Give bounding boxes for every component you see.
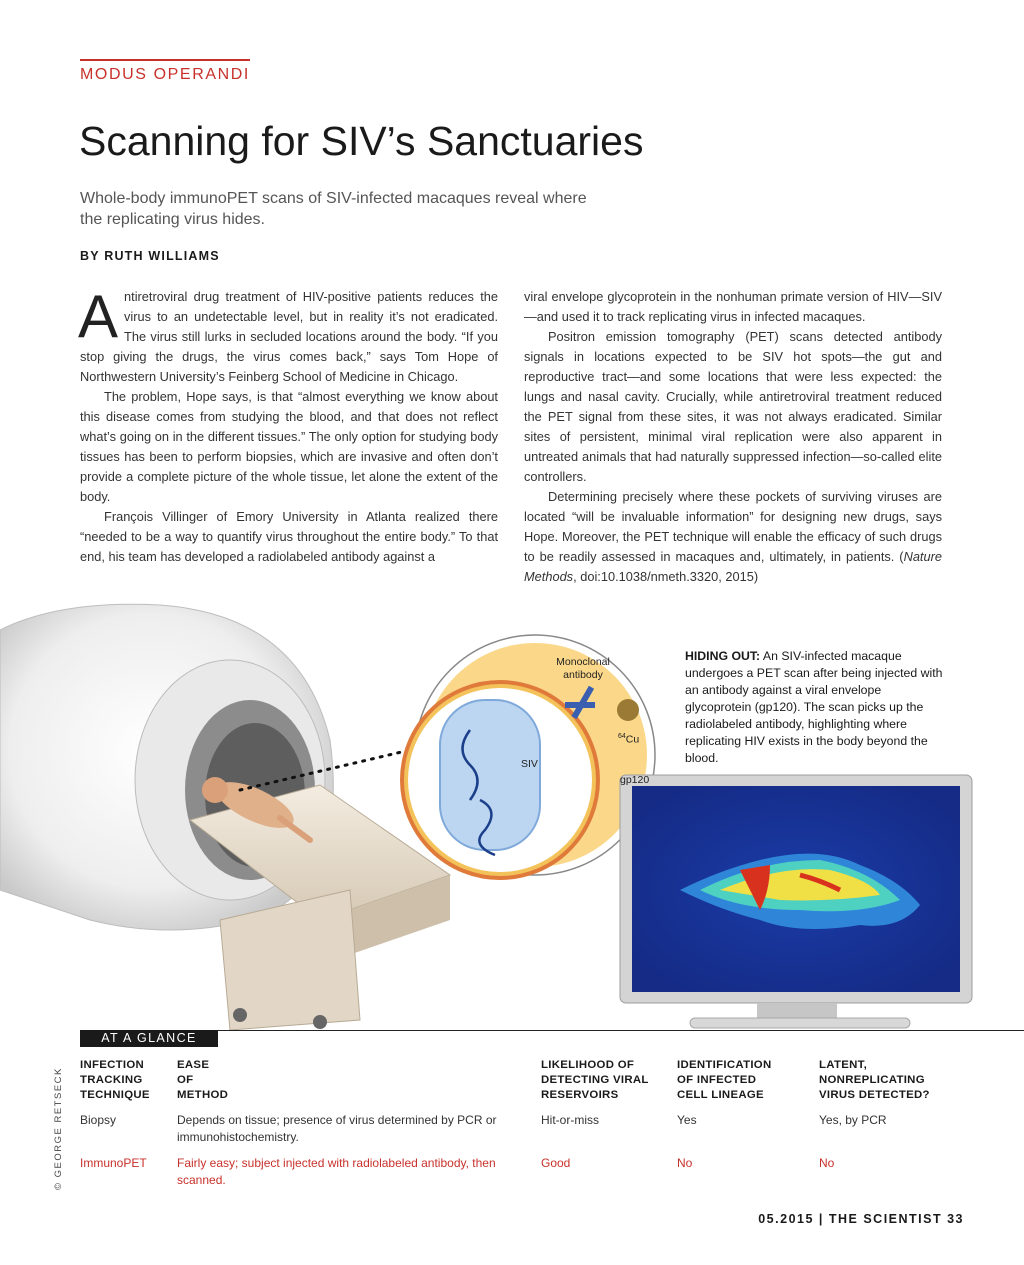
table-cell: No	[677, 1156, 693, 1170]
table-header	[80, 1058, 150, 1103]
table-cell: Good	[541, 1156, 571, 1170]
isotope-number: 64	[618, 733, 626, 740]
body-paragraph: François Villinger of Emory University in Atlanta realized there “needed to be a way to quantify virus throughout the entire body.” To that end, his team has developed a radiolabeled antibody against a	[80, 509, 498, 564]
header-line: DETECTING VIRAL	[541, 1074, 649, 1086]
caption-text: An SIV-infected macaque undergoes a PET scan after being injected with an antibody against a viral envelope glycoprotein (gp120). The scan picks up the radiolabeled antibody, highlighting where replicating HIV exists in the body beyond the blood.	[685, 649, 943, 765]
table-header	[677, 1058, 771, 1103]
photo-credit: © GEORGE RETSECK	[53, 1067, 64, 1190]
paragraph-text: ntiretroviral drug treatment of HIV-positive patients reduces the virus to an undetectable level, but in reality it’s not eradicated. The virus still lurks in secluded locations around the body. “If you stop giving the drugs, the virus comes back,” says Tom Hope of Northwestern University’s Feinberg School of Medicine in Chicago.	[80, 289, 498, 384]
glance-tab: AT A GLANCE	[80, 1030, 218, 1047]
table-cell: Biopsy	[80, 1113, 117, 1127]
table-cell: Fairly easy; subject injected with radiolabeled antibody, then scanned.	[177, 1156, 496, 1187]
pet-scan-monitor	[620, 775, 972, 1028]
antibody-label-line1: Monoclonal	[556, 656, 610, 668]
header-line: IDENTIFICATION	[677, 1059, 772, 1071]
header-line: TRACKING	[80, 1074, 143, 1086]
header-line: LATENT,	[819, 1059, 868, 1071]
body-paragraph: viral envelope glycoprotein in the nonhuman primate version of HIV—SIV—and used it to track replicating virus in infected macaques.	[524, 289, 942, 324]
antibody-label-line2: antibody	[563, 669, 603, 681]
table-cell: Yes, by PCR	[819, 1113, 887, 1127]
header-line: RESERVOIRS	[541, 1089, 619, 1101]
header-line: VIRUS DETECTED?	[819, 1089, 930, 1101]
page-folio: 05.2015 | THE SCIENTIST 33	[758, 1212, 964, 1226]
table-cell: Depends on tissue; presence of virus determined by PCR or immunohistochemistry.	[177, 1113, 497, 1144]
section-label: MODUS OPERANDI	[80, 66, 250, 83]
header-line: OF	[177, 1074, 194, 1086]
article-dek: Whole-body immunoPET scans of SIV-infected macaques reveal where the replicating virus hides.	[80, 190, 587, 228]
table-cell: Hit-or-miss	[541, 1113, 599, 1127]
header-line: LIKELIHOOD OF	[541, 1059, 635, 1071]
body-column-right	[524, 287, 942, 587]
header-line: EASE	[177, 1059, 210, 1071]
section-rule	[80, 59, 250, 61]
journal-name: Nature Methods	[524, 549, 942, 584]
paragraph-text: Determining precisely where these pockets of surviving viruses are located “will be invaluable information” for designing new drugs, says Hope. Moreover, the PET technique will enable the efficacy of such drugs to be readily assessed in macaques and, ultimately, in patients. (	[524, 489, 942, 564]
glance-rule	[80, 1030, 1024, 1031]
caption-lead: HIDING OUT:	[685, 649, 761, 663]
header-line: TECHNIQUE	[80, 1089, 150, 1101]
citation-ref: , doi:10.1038/nmeth.3320, 2015)	[573, 569, 759, 584]
header-line: OF INFECTED	[677, 1074, 757, 1086]
table-header	[177, 1058, 228, 1103]
copper-label	[618, 733, 639, 746]
figure-caption	[685, 648, 947, 767]
table-cell: ImmunoPET	[80, 1156, 147, 1170]
body-paragraph	[524, 487, 942, 587]
body-column-left	[78, 283, 498, 567]
table-header	[541, 1058, 649, 1103]
element-symbol: Cu	[625, 733, 640, 746]
body-paragraph: The problem, Hope says, is that “almost everything we know about this disease comes from studying the blood, and that does not reflect what’s going on in the different tissues.” The only option for studying body tissues has been to perform biopsies, which are invasive and often don’t provide a complete picture of the whole tissue, let alone the extent of the body.	[80, 389, 498, 504]
header-line: CELL LINEAGE	[677, 1089, 764, 1101]
header-line: METHOD	[177, 1089, 229, 1101]
header-line: INFECTION	[80, 1059, 145, 1071]
siv-label: SIV	[521, 758, 538, 770]
page-title: Scanning for SIV’s Sanctuaries	[79, 118, 644, 164]
table-cell: Yes	[677, 1113, 697, 1127]
table-cell: No	[819, 1156, 835, 1170]
table-header	[819, 1058, 930, 1103]
gp120-label: gp120	[620, 774, 650, 786]
byline: BY RUTH WILLIAMS	[80, 249, 220, 263]
body-paragraph: Positron emission tomography (PET) scans detected antibody signals in locations expected to be SIV hot spots—the gut and reproductive tract—and some locations that were less expected: the lungs and nasal cavity. Crucially, while antiretroviral treatment reduced the PET signal from these sites, it was not always eradicated. Similar sites of persistent, minimal viral replication were also apparent in untreated animals that had naturally suppressed infection—so-called elite controllers.	[524, 329, 942, 484]
antibody-label	[545, 656, 621, 682]
header-line: NONREPLICATING	[819, 1074, 925, 1086]
drop-cap: A	[78, 283, 119, 350]
body-paragraph	[78, 283, 498, 387]
